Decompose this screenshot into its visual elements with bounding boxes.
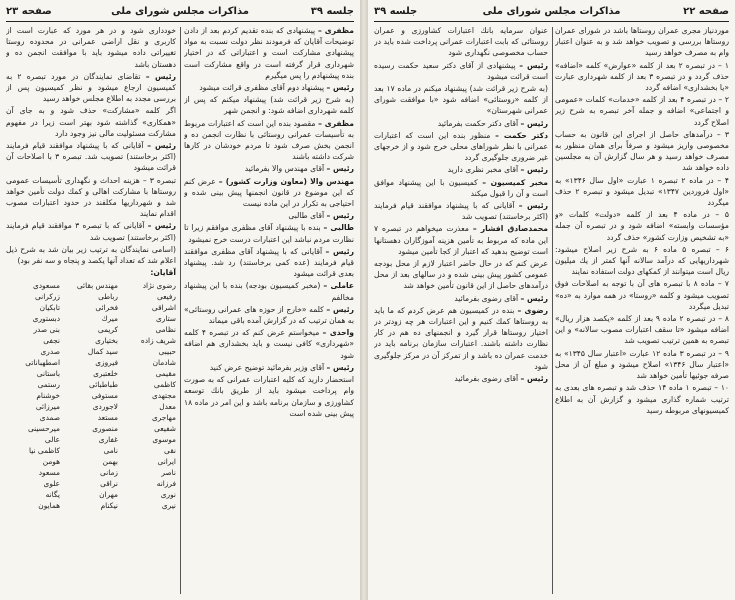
paragraph-text: ۳ – درآمدهای حاصل از اجرای این قانون به حساب مخصوصی واریز میشود و صرفاً برای همان منظور به مصرف خواهد رسید و هر سال گزارش آن به مجلسین داده خواهد شد [555, 129, 729, 173]
speaker-name: رئیس – [326, 362, 354, 372]
member-name: نظامی [155, 325, 176, 335]
speaker-name: رئیس – [147, 141, 176, 151]
paragraph [374, 164, 548, 175]
paragraph [374, 293, 548, 304]
member-name: باستانی [36, 369, 60, 379]
paragraph-text: آقای مهندس والا بفرمائید [244, 164, 325, 174]
paragraph-text: كمیسیون با این پیشنهاد موافق است و آن را قبول میكند [374, 177, 548, 198]
paragraph [374, 305, 548, 372]
paragraph-text: پیشنهاد دوم آقای مظفری قرائت میشود [199, 83, 325, 93]
paragraph-text: (اسامی نمایندگان به ترتیب زیر بیان شد به شرح ذیل اعلام شد كه تعداد آنها یكصد و پنجاه و سه نفر بود) [6, 244, 176, 266]
speaker-name: رئیس – [326, 304, 354, 314]
paragraph [184, 362, 354, 373]
speaker-name: رئیس – [147, 221, 176, 231]
member-name: بهمن [102, 457, 118, 467]
paragraph-text: ۶ – تبصره ۵ ماده ۶ به شرح زیر اصلاح میشود: شهرداریهایی كه درآمد سالانه آنها كمتر از یك میلیون ریال است میتوانند از كمكهای دولت استفاده نمایند [555, 244, 729, 277]
paragraph [6, 175, 176, 220]
left-page-journal-title: مذاكرات مجلس شوراى ملى [111, 6, 249, 17]
member-name: كاظمی نیا [29, 446, 60, 456]
paragraph-text: آقای وزیر بفرمائید توضیح عرض كنید [209, 362, 325, 372]
paragraph-text: ۲ – در تبصره ۴ بعد از كلمه «خدمات» كلمات «عمومی و اجتماعی» اضافه و جمله آخر تبصره به شرح زیر اصلاح گردد [555, 95, 729, 127]
right-page-header [374, 4, 729, 20]
speaker-name: مهندس والا (معاون وزارت كشور) – [218, 176, 354, 186]
paragraph [184, 304, 354, 326]
speaker-name: عاملی – [323, 281, 354, 291]
paragraph-text: معذرت میخواهم در تبصره ۷ این ماده كه مربوط به تأمین هزینه آموزگاران دهستانها است توضیح بدهید كه اعتبار از كجا تأمین میشود [374, 224, 548, 256]
paragraph [374, 373, 548, 384]
member-name: ناصر [161, 468, 176, 478]
paragraph [184, 222, 354, 244]
paragraph [184, 374, 354, 419]
paragraph-text: آقای رضوی بفرمائید [454, 374, 519, 384]
paragraph [184, 176, 354, 210]
paragraph [374, 60, 548, 82]
speaker-name: رئیس – [326, 164, 354, 174]
paragraph-text: تقاضای نمایندگان در مورد تبصره ۲ به كمیسیون ارجاع میشود و نظر كمیسیون پس از بررسی مجدد به اطلاع مجلس خواهد رسید [6, 71, 176, 104]
member-name: فرزانه [156, 479, 176, 489]
paragraph-text: موردنیاز مجری عمران روستاها باشد در شورای عمران روستاها بررسی و تصویب خواهد شد و به عنوان اعتبار وام به مصرف خواهد رسید [555, 26, 729, 58]
member-name: ستاری [155, 314, 176, 324]
member-name: مجتهدی [151, 391, 176, 401]
paragraph-text: بنده با پیشنهاد آقای مظفری موافقم زیرا تا نظارت مردم نباشد این اعتبارات درست خرج نمیشود [184, 223, 354, 244]
member-name: خلعتبری [93, 369, 118, 379]
paragraph-text: عنوان سرمایه بانك اعتبارات كشاورزی و عمران روستائی كه بابت اعتبارات عمرانی پرداخت شده باید در حساب مخصوصی نگهداری شود [374, 26, 548, 58]
paragraph [6, 140, 176, 174]
paragraph [184, 246, 354, 280]
paragraph [555, 129, 729, 174]
member-name: كریمی [97, 325, 118, 335]
member-name: بختیاری [95, 336, 118, 346]
paragraph-text: استحضار دارید كه كلیه اعتبارات عمرانی كه به صورت وام پرداخت میشود باید از طریق بانك توسعه كشاورزی و سازمان برنامه باشد و این امر در ماده ۱۸ پیش بینی شده است [184, 375, 354, 418]
paragraph-text: منظور بنده این است كه اعتبارات عمرانی با نظر شوراهای محلی خرج شود و از خرجهای غیر ضروری جلوگیری گردد [374, 130, 548, 163]
paragraph-text: آقایانی كه با پیشنهاد موافقند قیام فرمایند (اكثر برخاستند) تصویب شد. تبصره ۳ با اصلاحات آن قرائت میشود [6, 141, 176, 173]
paragraph-text: بنده در كمیسیون هم عرض كردم كه ما باید به روستاها كمك كنیم و این اعتبارات هر چه زودتر در اختیار روستاها قرار گیرد و انجمنهای ده هم در كار نظارت داشته باشند. اعتبارات سازمان برنامه باید در خدمت عمران ده باشد و از تمركز آن در مركز جلوگیری شود [374, 305, 548, 371]
paragraph [374, 118, 548, 129]
member-name: مقیمی [155, 369, 176, 379]
paragraph [555, 94, 729, 128]
paragraph [6, 71, 176, 105]
speaker-name: رئیس – [518, 201, 548, 211]
left-page-session-label: جلسه ۳۹ [310, 6, 354, 17]
names-list [6, 280, 176, 511]
paragraph [374, 130, 548, 164]
member-name: شادمان [152, 358, 176, 368]
paragraph [184, 118, 354, 163]
paragraph-text: ۱۰ – تبصره ۱ ماده ۱۴ حذف شد و تبصره های بعدی به ترتیب شماره گذاری میشود و گزارش آن به اطلاع كمیسیونهای مربوطه رسید [555, 383, 729, 415]
paragraph-text: پیشنهادی كه بنده تقدیم كردم بعد از دادن توضیحات آقایان كه فرمودند نظر دولت نسبت به مواد پیشنهادی مشاركت است و اعتباراتی كه در اختیار شهرداری قرار گرفته است در واقع مشاركت است بنده پیشنهادم را پس میگیرم [184, 26, 354, 80]
paragraph [555, 25, 729, 59]
paragraph [184, 25, 354, 81]
right-page-header-rule [374, 21, 729, 22]
paragraph [6, 105, 176, 139]
paragraph-text: آقای طالبی [288, 211, 325, 221]
paragraph [374, 83, 548, 117]
member-name: كاظمی [153, 380, 176, 390]
paragraph-text: آقایانی كه با تبصره ۳ موافقند قیام فرمایند (اكثر برخاستند) تصویب شد [6, 221, 176, 242]
right-page-left-column [374, 25, 548, 596]
member-name: تابكیان [39, 303, 60, 313]
member-name: موسوی [152, 435, 176, 445]
paragraph-text: آقای مخبر نظری دارید [447, 165, 519, 175]
member-name: میرك [101, 314, 118, 324]
right-page-columns [374, 25, 729, 596]
paragraph-text: ۱ – در تبصره ۲ بعد از كلمه «عوارض» كلمه «اضافه» حذف گردد و در تبصره ۳ بعد از كلمه شهرداری عبارت «یا بخشداری» اضافه گردد [555, 60, 729, 93]
left-page-number: صفحه ۲۳ [6, 6, 52, 17]
member-name: شفیعی [154, 424, 176, 434]
paragraph [6, 220, 176, 242]
speaker-name: مخبر كمیسیون – [482, 177, 548, 187]
left-page-left-column-text [6, 25, 176, 266]
paragraph-text: كلمه «خارج از حوزه های عمرانی روستائی» به همان ترتیب كه در گزارش آمده باقی میماند [184, 304, 354, 326]
right-page-column-divider [552, 27, 553, 594]
speaker-name: رئیس – [326, 211, 354, 221]
member-name: نوری [160, 490, 176, 500]
member-name: رستمی [37, 380, 60, 390]
left-page-header [6, 4, 354, 20]
paragraph-text: (به شرح زیر قرائت شد) پیشنهاد میكنم در ماده ۱۷ بعد از كلمه «روستائی» اضافه شود «با موافقت شورای عمرانی شهرستان» [374, 84, 548, 116]
paragraph [555, 278, 729, 312]
member-name: میرزائی [35, 402, 60, 412]
paragraph [184, 280, 354, 302]
right-page [368, 0, 735, 600]
paragraph-text: عرض كنم كه این موضوع در قانون انجمنها پیش بینی شده و احتیاجی به تكرار در این ماده نیست [184, 176, 354, 209]
member-name: نیكنام [100, 501, 118, 511]
paragraph-text: عرض كنم كه در حال حاضر اعتبار لازم از محل بودجه عمومی كشور پیش بینی شده و در سالهای بعد از محل درآمدهای حاصل از این قانون تأمین خواهد شد [374, 259, 548, 291]
paragraph [184, 94, 354, 116]
member-name: رباطی [98, 292, 118, 302]
paragraph [555, 175, 729, 209]
speaker-name: رئیس – [325, 246, 354, 256]
left-page-columns [6, 25, 354, 596]
member-name: منصوری [92, 424, 118, 434]
member-name: فخرائی [95, 303, 118, 313]
speaker-name: محمدصادق افشار – [472, 224, 548, 234]
speaker-name: رئیس – [520, 165, 548, 175]
paragraph [555, 244, 729, 278]
right-page-right-column [555, 25, 729, 596]
member-name: مهندس بقائی [76, 281, 118, 291]
member-name: ایرانی [157, 457, 176, 467]
member-name: نامی [103, 446, 118, 456]
member-name: صمدی [39, 413, 60, 423]
page-gutter [360, 0, 368, 600]
paragraph-text: ۵ – در ماده ۴ بعد از كلمه «دولت» كلمات «و مؤسسات وابسته» اضافه شود و در تبصره آن جمله «به تشخیص وزارت كشور» حذف گردد [555, 210, 729, 242]
member-name: صدری [40, 347, 60, 357]
paragraph [184, 82, 354, 93]
paragraph [184, 163, 354, 174]
paragraph [374, 25, 548, 59]
paragraph [374, 223, 548, 257]
paragraph-text: میخواستم عرض كنم كه در تبصره ۴ كلمه «شهرداری» كافی نیست و باید بخشداری هم اضافه شود [184, 328, 354, 360]
member-name: سید كمال [87, 347, 118, 357]
member-name: نقی [164, 446, 176, 456]
member-name: نجفی [43, 336, 60, 346]
speaker-name: طالبی – [323, 223, 354, 233]
left-page-header-rule [6, 21, 354, 22]
member-name: مهران [99, 490, 118, 500]
paragraph-text: ۴ – در ماده ۲ تبصره ۱ عبارت «اول سال ۱۳۴۶» به «اول فروردین ۱۳۴۷» تبدیل میشود و تبصره ۲ حذف میگردد [555, 175, 729, 208]
paragraph [374, 258, 548, 292]
paragraph [555, 382, 729, 416]
paragraph-text: ۷ – ماده ۸ با تبصره های آن با توجه به اصلاحات فوق تصویب میشود و كلمه «روستا» در همه موارد به «ده» تبدیل میگردد [555, 279, 729, 311]
paragraph-text: پیشنهادی از آقای دكتر سعید حكمت رسیده است قرائت میشود [374, 60, 548, 81]
member-name: نیری [161, 501, 176, 511]
member-name: دبستوری [32, 314, 60, 324]
paragraph-text: آقای رضوی بفرمائید [454, 293, 519, 303]
member-name: عالی [44, 435, 60, 445]
member-name: مهاجری [151, 413, 176, 423]
member-name: رفیعی [156, 292, 176, 302]
member-name: حبیبی [158, 347, 176, 357]
member-name: مسعودی [32, 281, 60, 291]
speaker-name: مظفری – [318, 118, 354, 128]
member-name: زركرانی [34, 292, 60, 302]
member-name: نراقی [100, 479, 118, 489]
paragraph [374, 177, 548, 199]
paragraph-text: خودداری شود و در هر مورد كه عبارت است از كاربری و نقل اراضی عمرانی در محدوده روستا تغییراتی داده میشود باید با موافقت انجمن ده و دهستان باشد [6, 26, 176, 69]
member-name: زمانی [100, 468, 118, 478]
paragraph [555, 209, 729, 243]
speaker-name: رئیس – [520, 118, 548, 128]
speaker-name: دكتر حكمت – [495, 130, 548, 140]
paragraph-text: مقصود بنده این است كه اعتبارات مربوط به تأسیسات عمرانی روستائی با نظارت انجمن ده و انجمن بخش صرف شود تا مردم خودشان در كارها شركت داشته باشند [184, 118, 354, 162]
member-name: هومن [42, 457, 60, 467]
member-name: خوشنام [36, 391, 60, 401]
paragraph-text: آقای دكتر حكمت بفرمائید [437, 118, 519, 128]
paragraph [555, 60, 729, 94]
right-page-session-label: جلسه ۳۹ [374, 6, 418, 17]
paragraph-text: ۸ – در تبصره ۲ ماده ۹ بعد از كلمه «یكصد هزار ریال» اضافه میشود «تا سقف اعتبارات مصوب سالانه» و این تبصره به همین ترتیب تصویب شد [555, 314, 729, 346]
left-page-left-column [6, 25, 176, 596]
paragraph [374, 200, 548, 222]
left-page [0, 0, 360, 600]
paragraph [555, 313, 729, 347]
paragraph-text: (به شرح زیر قرائت شد) پیشنهاد میكنم كه پس از كلمه شهرداری اضافه شود: و انجمن شهر [184, 95, 354, 116]
member-name: رضوی نژاد [142, 281, 176, 291]
paragraph [555, 348, 729, 382]
member-name: فیروزی [95, 358, 118, 368]
member-name: یگانه [45, 490, 60, 500]
member-name: غفاری [98, 435, 118, 445]
member-name: همایون [38, 501, 60, 511]
speaker-name: رضوی – [517, 305, 548, 315]
names-title: آقایان: [150, 268, 176, 278]
speaker-name: رئیس – [145, 71, 176, 81]
member-name: بنی صدر [33, 325, 60, 335]
member-name: علوی [43, 479, 60, 489]
member-name: طباطبائی [89, 380, 118, 390]
member-name: مستعد [97, 413, 118, 423]
member-name: اشراقی [151, 303, 176, 313]
member-name: اصطهباناتی [25, 358, 60, 368]
paragraph [184, 327, 354, 361]
paragraph-text: تبصره ۳ – هزینه احداث و نگهداری تأسیسات عمومی روستاها با مشاركت اهالی و كمك دولت تأمین خواهد شد و شهرداریها مكلفند در حدود اعتبارات مصوب اقدام نمایند [6, 175, 176, 219]
speaker-name: رئیس – [520, 374, 548, 384]
paragraph [6, 25, 176, 70]
speaker-name: واحدی – [322, 328, 354, 338]
paragraph-text: ۹ – در تبصره ۳ ماده ۱۲ عبارت «اعتبار سال ۱۳۴۵» به «اعتبار سال ۱۳۴۶» اصلاح میشود و مبلغ آن از محل صرفه جوئیها تأمین خواهد شد [555, 348, 729, 381]
member-name: مسعود [38, 468, 60, 478]
speaker-name: رئیس – [326, 83, 354, 93]
paragraph-text: اگر كلمه «مشاركت» حذف شود و به جای آن «همكاری» گذاشته شود بهتر است زیرا در مفهوم مشاركت مسئولیت مالی نیز وجود دارد [6, 106, 176, 138]
paragraph-text: آقایانی كه با پیشنهاد آقای مظفری موافقند قیام فرمایند (عده كمی برخاستند) رد شد. پیشنهاد بعدی قرائت میشود [184, 246, 354, 279]
member-name: لاجوردی [92, 402, 118, 412]
member-name: میرحسینی [27, 424, 60, 434]
paragraph [184, 210, 354, 221]
member-name: معدل [159, 402, 176, 412]
speaker-name: رئیس – [520, 293, 548, 303]
speaker-name: مظفری – [317, 26, 354, 35]
left-page-column-divider [180, 27, 181, 594]
member-name: شریف زاده [140, 336, 176, 346]
member-name: مستوفی [91, 391, 118, 401]
right-page-journal-title: مذاكرات مجلس شوراى ملى [482, 6, 621, 17]
paragraph-text: آقایانی كه با پیشنهاد موافقند قیام فرمایند (اكثر برخاستند) تصویب شد [374, 201, 548, 222]
left-page-right-column [184, 25, 354, 596]
speaker-name: رئیس – [519, 60, 548, 70]
paragraph-text: (مخبر كمیسیون بودجه) بنده با این پیشنهاد مخالفم [184, 281, 354, 302]
right-page-number: صفحه ۲۲ [683, 6, 729, 17]
paragraph [6, 244, 176, 266]
